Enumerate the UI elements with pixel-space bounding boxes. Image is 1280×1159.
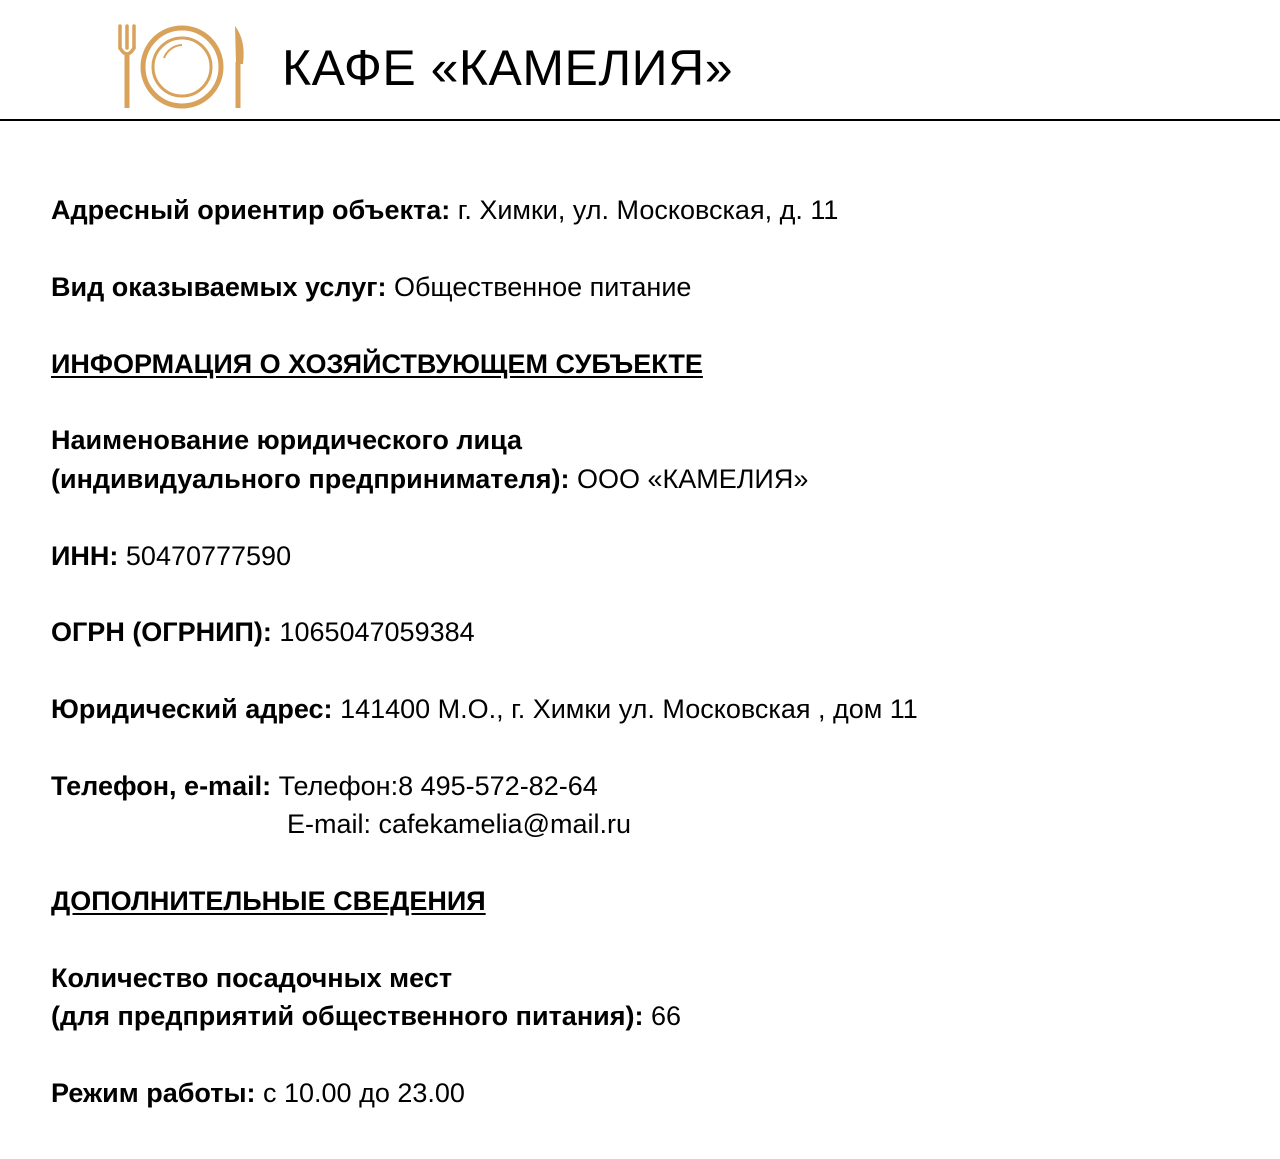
- legal-address-label: Юридический адрес:: [51, 694, 333, 724]
- page-title: КАФЕ «КАМЕЛИЯ»: [282, 40, 734, 96]
- address-landmark-label: Адресный ориентир объекта:: [51, 195, 451, 225]
- hours-value: с 10.00 до 23.00: [255, 1078, 465, 1108]
- section-heading-entity: ИНФОРМАЦИЯ О ХОЗЯЙСТВУЮЩЕМ СУБЪЕКТЕ: [51, 349, 703, 379]
- ogrn-label: ОГРН (ОГРНИП):: [51, 617, 272, 647]
- service-type-label: Вид оказываемых услуг:: [51, 272, 387, 302]
- plate-fork-knife-icon: [116, 22, 248, 112]
- legal-address-value: 141400 М.О., г. Химки ул. Московская , дом 11: [332, 694, 918, 724]
- legal-name-label-text: Наименование юридического лица: [51, 425, 523, 455]
- seats-label-line1: [51, 961, 452, 995]
- legal-address-row: [51, 692, 918, 726]
- hours-row: [51, 1076, 465, 1110]
- seats-value: 66: [643, 1001, 682, 1031]
- page-header: [0, 0, 1280, 121]
- hours-label: Режим работы:: [51, 1078, 256, 1108]
- seats-label-text: Количество посадочных мест: [51, 963, 453, 993]
- contacts-email: E-mail: cafekamelia@mail.ru: [287, 809, 631, 839]
- service-type-row: [51, 270, 691, 304]
- contacts-phone: Телефон:8 495-572-82-64: [271, 771, 598, 801]
- address-landmark-row: [51, 193, 838, 227]
- ogrn-row: [51, 615, 475, 649]
- section-heading-additional: ДОПОЛНИТЕЛЬНЫЕ СВЕДЕНИЯ: [51, 886, 486, 916]
- legal-name-value: ООО «КАМЕЛИЯ»: [569, 464, 809, 494]
- service-type-value: Общественное питание: [386, 272, 692, 302]
- ogrn-value: 1065047059384: [271, 617, 475, 647]
- inn-label: ИНН:: [51, 541, 119, 571]
- inn-value: 50470777590: [118, 541, 292, 571]
- inn-row: [51, 539, 291, 573]
- legal-name-label-line1: [51, 423, 522, 457]
- address-landmark-value: г. Химки, ул. Московская, д. 11: [450, 195, 839, 225]
- contacts-row: [51, 769, 598, 803]
- legal-name-row: [51, 462, 808, 496]
- contacts-label: Телефон, e-mail:: [51, 771, 272, 801]
- legal-name-label-line2: (индивидуального предпринимателя):: [51, 464, 570, 494]
- seats-label-line2: (для предприятий общественного питания):: [51, 1001, 644, 1031]
- seats-row: [51, 999, 681, 1033]
